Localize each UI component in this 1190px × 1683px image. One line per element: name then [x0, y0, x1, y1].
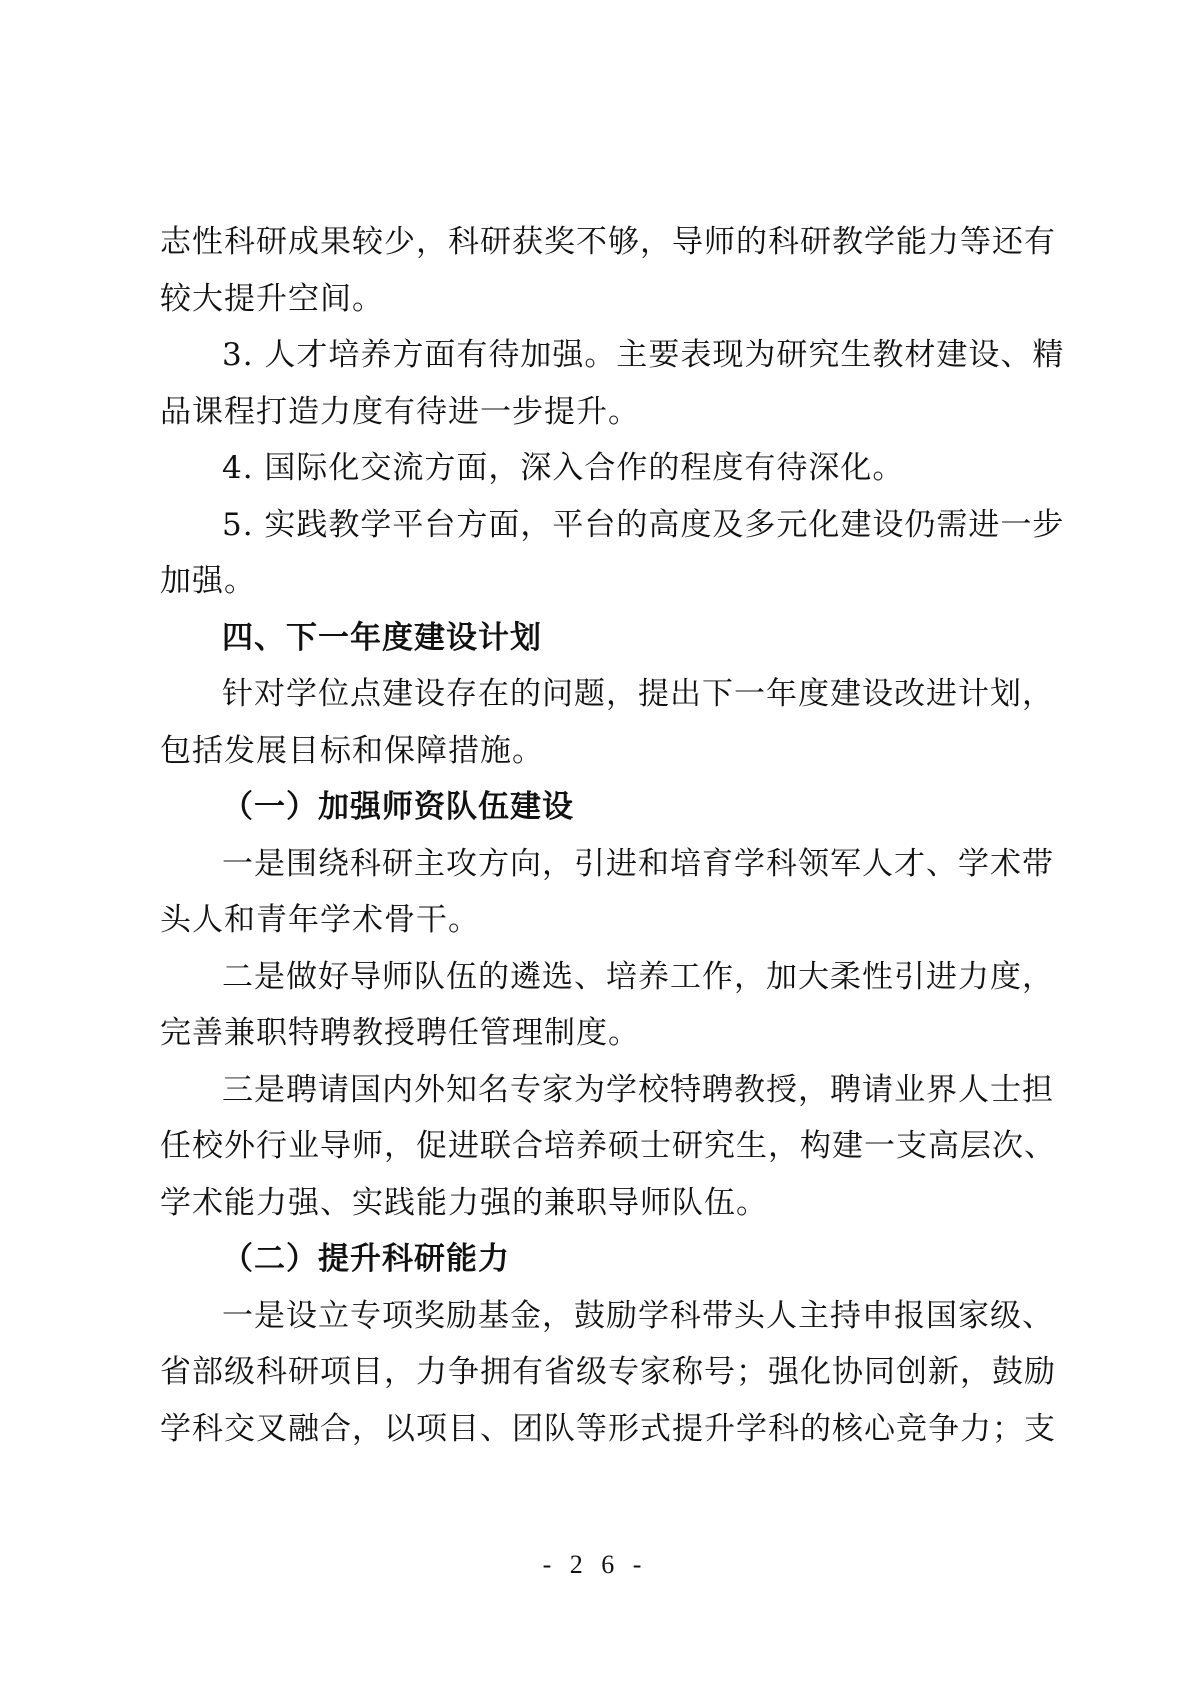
body-line: 较大提升空间。: [160, 280, 384, 317]
subsection-heading: （二）提升科研能力: [222, 1241, 510, 1277]
section-heading: 四、下一年度建设计划: [222, 619, 542, 656]
body-line: 针对学位点建设存在的问题，提出下一年度建设改进计划，: [222, 676, 1054, 712]
body-line: 4. 国际化交流方面，深入合作的程度有待深化。: [222, 450, 905, 486]
body-line: 加强。: [160, 563, 256, 599]
body-line: 包括发展目标和保障措施。: [160, 732, 544, 769]
body-line: 二是做好导师队伍的遴选、培养工作，加大柔性引进力度，: [222, 958, 1054, 995]
body-line: 三是聘请国内外知名专家为学校特聘教授，聘请业界人士担: [222, 1071, 1054, 1108]
document-body: [160, 214, 1065, 1457]
subsection-heading: （一）加强师资队伍建设: [222, 789, 574, 825]
body-line: 一是围绕科研主攻方向，引进和培育学科领军人才、学术带: [222, 845, 1054, 882]
body-line: 学科交叉融合，以项目、团队等形式提升学科的核心竞争力；支: [160, 1410, 1056, 1447]
body-line: 一是设立专项奖励基金，鼓励学科带头人主持申报国家级、: [222, 1297, 1054, 1334]
body-line: 学术能力强、实践能力强的兼职导师队伍。: [160, 1184, 768, 1221]
body-line: 头人和青年学术骨干。: [160, 902, 480, 938]
body-line: 任校外行业导师，促进联合培养硕士研究生，构建一支高层次、: [160, 1128, 1056, 1164]
body-line: 5. 实践教学平台方面，平台的高度及多元化建设仍需进一步: [222, 506, 1065, 543]
body-line: 志性科研成果较少，科研获奖不够，导师的科研教学能力等还有: [160, 224, 1056, 260]
page-number: - 2 6 -: [542, 1550, 648, 1579]
body-line: 品课程打造力度有待进一步提升。: [160, 393, 640, 430]
body-line: 省部级科研项目，力争拥有省级专家称号；强化协同创新，鼓励: [160, 1354, 1056, 1390]
body-line: 完善兼职特聘教授聘任管理制度。: [160, 1015, 640, 1051]
body-line: 3. 人才培养方面有待加强。主要表现为研究生教材建设、精: [222, 337, 1065, 373]
